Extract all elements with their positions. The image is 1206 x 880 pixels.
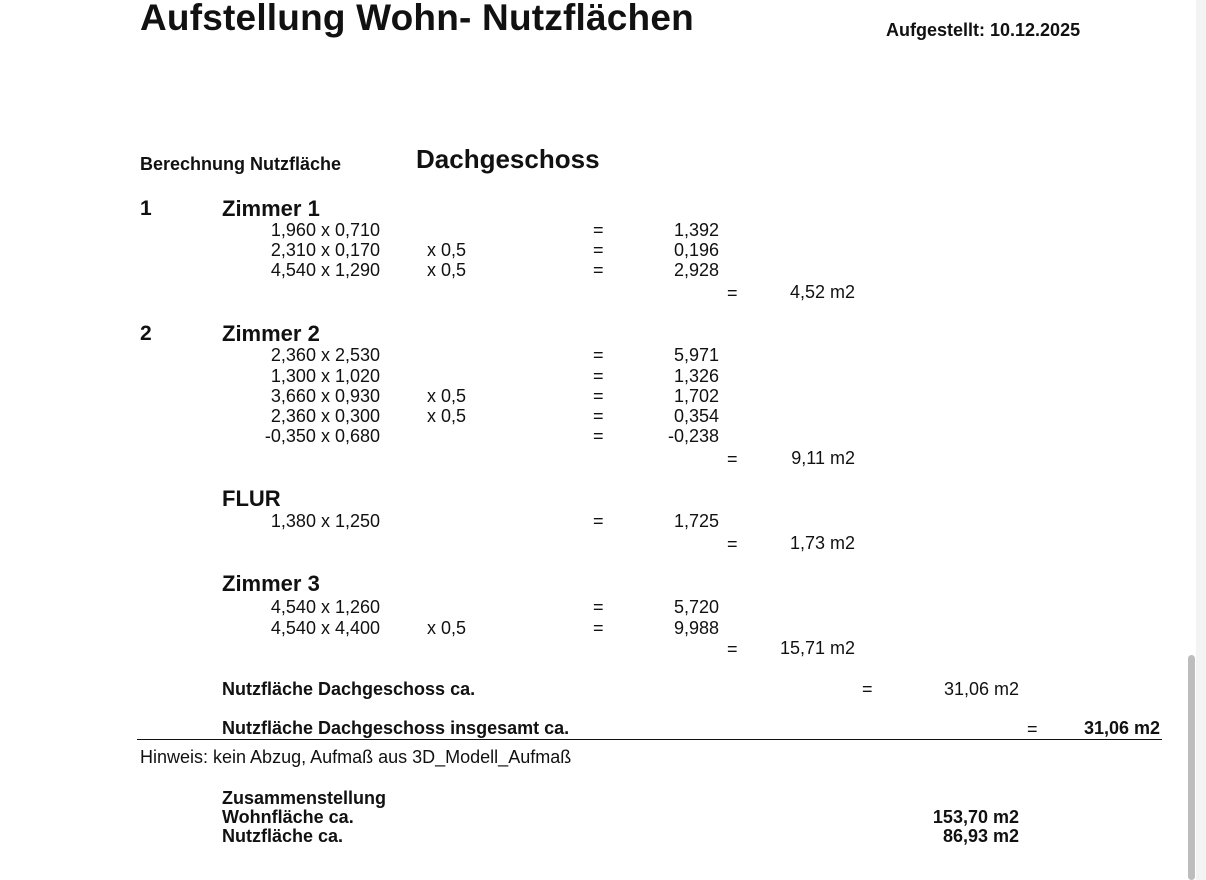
equals-sign: =	[593, 406, 604, 426]
equals-sign: =	[593, 345, 604, 365]
line-value: 9,988	[673, 618, 719, 638]
equals-sign: =	[593, 386, 604, 406]
measurement: 4,540 x 1,260	[270, 597, 380, 617]
summary-title: Zusammenstellung	[222, 788, 387, 808]
measurement: -0,350 x 0,680	[264, 426, 380, 446]
line-value: 1,702	[673, 386, 719, 406]
line-value: 0,196	[673, 240, 719, 260]
line-value: -0,238	[667, 426, 719, 446]
room-subtotal: 1,73 m2	[789, 533, 855, 553]
measurement: 3,660 x 0,930	[270, 386, 380, 406]
section-label: Berechnung Nutzfläche	[140, 154, 342, 174]
measurement: 1,960 x 0,710	[270, 220, 380, 240]
equals-sign: =	[593, 511, 604, 531]
measurement: 4,540 x 1,290	[270, 260, 380, 280]
room-name: Zimmer 2	[222, 321, 320, 346]
scrollbar-thumb[interactable]	[1188, 655, 1195, 880]
line-value: 1,725	[673, 511, 719, 531]
hint-note: Hinweis: kein Abzug, Aufmaß aus 3D_Modell_Aufmaß	[140, 747, 572, 767]
floor-total-label: Nutzfläche Dachgeschoss insgesamt ca.	[222, 718, 570, 738]
line-value: 1,392	[673, 220, 719, 240]
factor: x 0,5	[427, 618, 467, 638]
subtotal-equals: =	[727, 639, 738, 659]
measurement: 2,360 x 0,300	[270, 406, 380, 426]
divider-line	[137, 739, 1162, 740]
summary-value-living-area: 153,70 m2	[932, 807, 1019, 827]
equals-sign: =	[593, 366, 604, 386]
equals-sign: =	[593, 260, 604, 280]
summary-label-living-area: Wohnfläche ca.	[222, 807, 354, 827]
room-name: FLUR	[222, 486, 281, 511]
floor-sum-value: 31,06 m2	[943, 679, 1019, 699]
window-edge	[1196, 0, 1206, 880]
floor-sum-equals: =	[862, 679, 873, 699]
measurement: 1,380 x 1,250	[270, 511, 380, 531]
equals-sign: =	[593, 618, 604, 638]
equals-sign: =	[593, 220, 604, 240]
floor-total-equals: =	[1027, 719, 1038, 739]
summary-label-usable-area: Nutzfläche ca.	[222, 826, 344, 846]
factor: x 0,5	[427, 240, 467, 260]
subtotal-equals: =	[727, 534, 738, 554]
creation-date: Aufgestellt: 10.12.2025	[886, 20, 1081, 40]
room-number: 1	[140, 197, 152, 220]
subtotal-equals: =	[727, 283, 738, 303]
room-subtotal: 9,11 m2	[791, 448, 855, 468]
measurement: 1,300 x 1,020	[270, 366, 380, 386]
factor: x 0,5	[427, 386, 467, 406]
page-title: Aufstellung Wohn- Nutzflächen	[140, 0, 694, 38]
floor-sum-label: Nutzfläche Dachgeschoss ca.	[222, 679, 476, 699]
line-value: 5,720	[673, 597, 719, 617]
equals-sign: =	[593, 240, 604, 260]
measurement: 2,360 x 2,530	[270, 345, 380, 365]
measurement: 2,310 x 0,170	[270, 240, 380, 260]
room-subtotal: 15,71 m2	[779, 638, 855, 658]
factor: x 0,5	[427, 260, 467, 280]
measurement: 4,540 x 4,400	[270, 618, 380, 638]
subtotal-equals: =	[727, 449, 738, 469]
line-value: 1,326	[673, 366, 719, 386]
summary-value-usable-area: 86,93 m2	[942, 826, 1019, 846]
line-value: 2,928	[673, 260, 719, 280]
floor-total-value: 31,06 m2	[1083, 718, 1160, 738]
room-number: 2	[140, 322, 152, 345]
equals-sign: =	[593, 597, 604, 617]
room-subtotal: 4,52 m2	[789, 282, 855, 302]
floor-title: Dachgeschoss	[416, 144, 600, 174]
line-value: 0,354	[673, 406, 719, 426]
factor: x 0,5	[427, 406, 467, 426]
room-name: Zimmer 1	[222, 196, 320, 221]
room-name: Zimmer 3	[222, 571, 320, 596]
equals-sign: =	[593, 426, 604, 446]
line-value: 5,971	[673, 345, 719, 365]
